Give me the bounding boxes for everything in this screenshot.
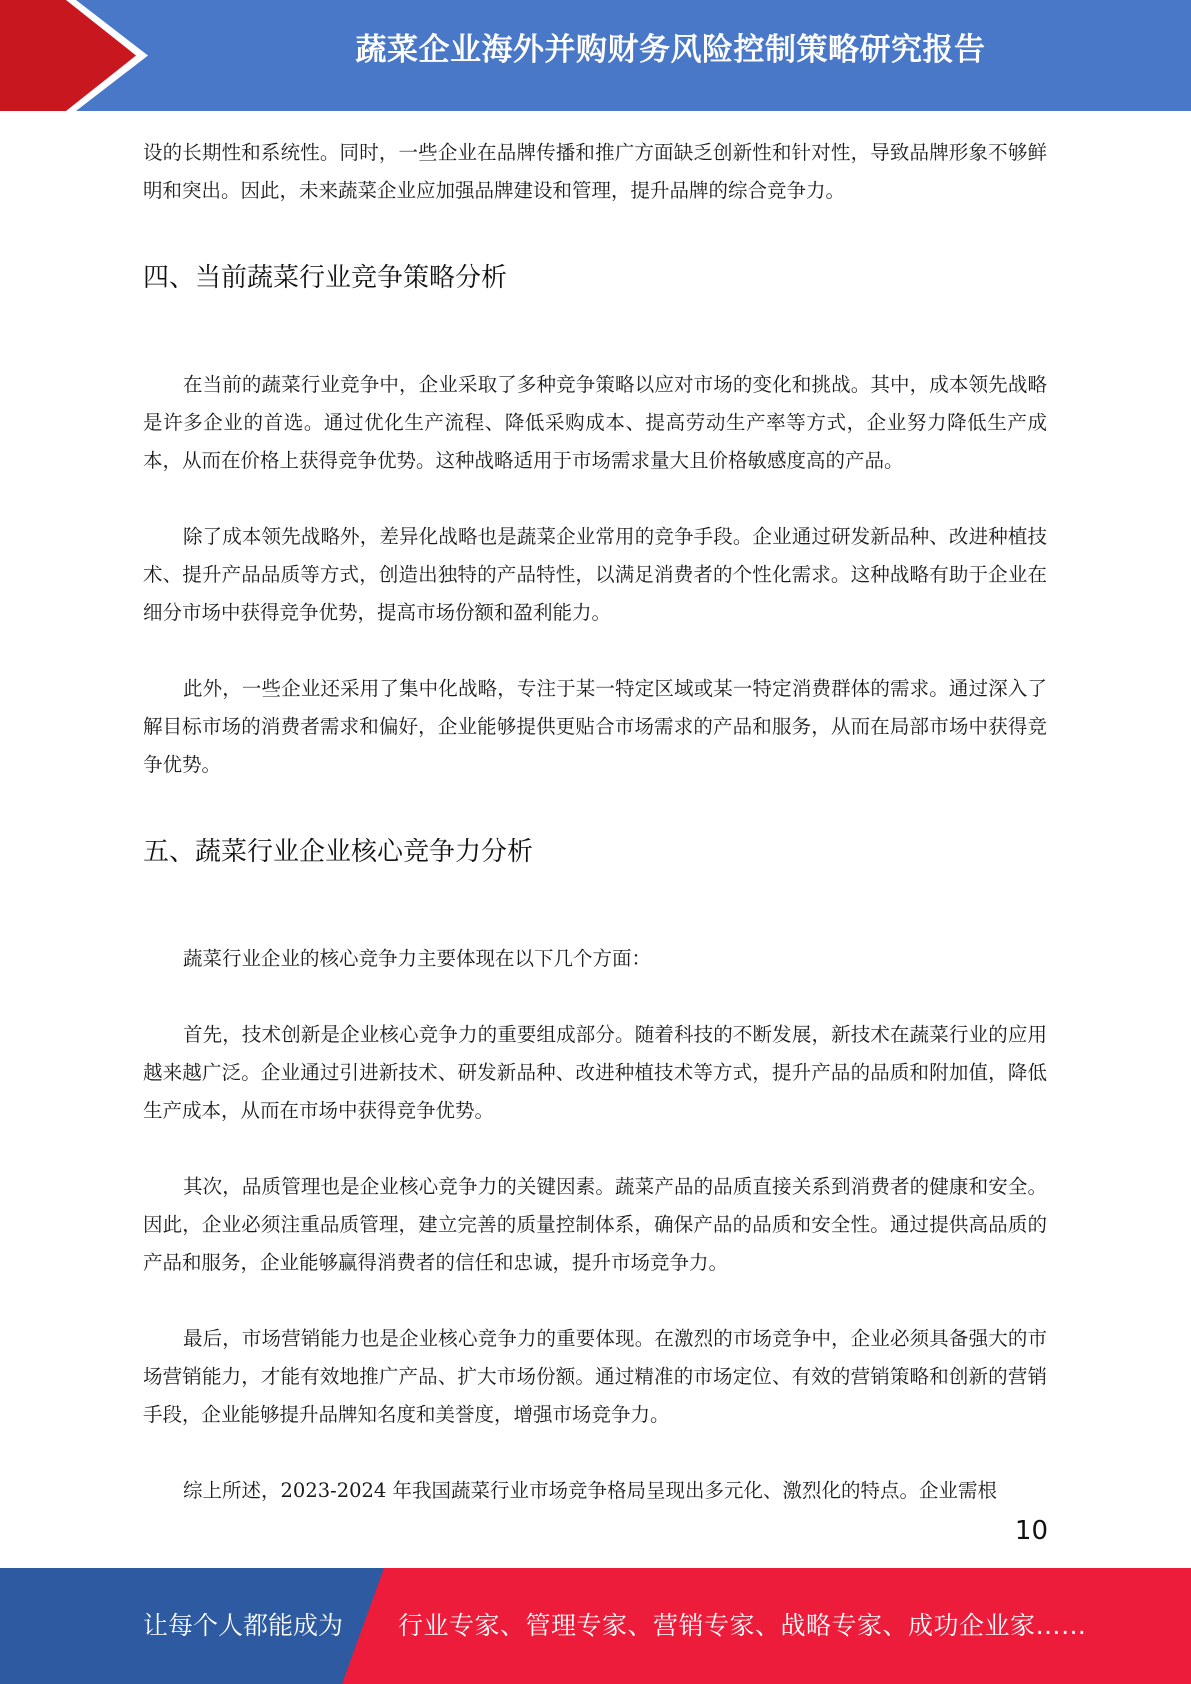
page-header	[0, 0, 1191, 111]
section-4-paragraph: 在当前的蔬菜行业竞争中，企业采取了多种竞争策略以应对市场的变化和挑战。其中，成本领先战略是许多企业的首选。通过优化生产流程、降低采购成本、提高劳动生产率等方式，企业努力降低生产成本，从而在价格上获得竞争优势。这种战略适用于市场需求量大且价格敏感度高的产品。	[143, 373, 1047, 472]
section-5-paragraph: 首先，技术创新是企业核心竞争力的重要组成部分。随着科技的不断发展，新技术在蔬菜行业的应用越来越广泛。企业通过引进新技术、研发新品种、改进种植技术等方式，提升产品的品质和附加值，降低生产成本，从而在市场中获得竞争优势。	[143, 1023, 1047, 1122]
section-5-title: 五、蔬菜行业企业核心竞争力分析	[143, 837, 534, 867]
header-chevron-decoration	[0, 0, 160, 111]
section-5-paragraph: 蔬菜行业企业的核心竞争力主要体现在以下几个方面：	[183, 947, 652, 970]
footer-slogan-left: 让每个人都能成为	[143, 1611, 344, 1640]
section-5-paragraph: 综上所述，2023-2024 年我国蔬菜行业市场竞争格局呈现出多元化、激烈化的特点。企业需根	[183, 1479, 998, 1502]
section-4-title: 四、当前蔬菜行业竞争策略分析	[143, 263, 508, 293]
intro-paragraph: 设的长期性和系统性。同时，一些企业在品牌传播和推广方面缺乏创新性和针对性，导致品牌形象不够鲜明和突出。因此，未来蔬菜企业应加强品牌建设和管理，提升品牌的综合竞争力。	[143, 141, 1047, 202]
section-4-paragraph: 除了成本领先战略外，差异化战略也是蔬菜企业常用的竞争手段。企业通过研发新品种、改进种植技术、提升产品品质等方式，创造出独特的产品特性，以满足消费者的个性化需求。这种战略有助于企业在细分市场中获得竞争优势，提高市场份额和盈利能力。	[143, 525, 1047, 624]
page-number: 10	[1014, 1516, 1048, 1546]
footer-slogan-right: 行业专家、管理专家、营销专家、战略专家、成功企业家……	[398, 1611, 1087, 1640]
document-body	[143, 134, 1047, 1510]
page-footer	[0, 1568, 1191, 1684]
section-4-paragraph: 此外，一些企业还采用了集中化战略，专注于某一特定区域或某一特定消费群体的需求。通过深入了解目标市场的消费者需求和偏好，企业能够提供更贴合市场需求的产品和服务，从而在局部市场中获得竞争优势。	[143, 677, 1047, 776]
report-title: 蔬菜企业海外并购财务风险控制策略研究报告	[355, 32, 986, 68]
section-5-paragraph: 最后，市场营销能力也是企业核心竞争力的重要体现。在激烈的市场竞争中，企业必须具备强大的市场营销能力，才能有效地推广产品、扩大市场份额。通过精准的市场定位、有效的营销策略和创新的营销手段，企业能够提升品牌知名度和美誉度，增强市场竞争力。	[143, 1327, 1047, 1426]
section-5-paragraph: 其次，品质管理也是企业核心竞争力的关键因素。蔬菜产品的品质直接关系到消费者的健康和安全。因此，企业必须注重品质管理，建立完善的质量控制体系，确保产品的品质和安全性。通过提供高品质的产品和服务，企业能够赢得消费者的信任和忠诚，提升市场竞争力。	[143, 1175, 1047, 1274]
